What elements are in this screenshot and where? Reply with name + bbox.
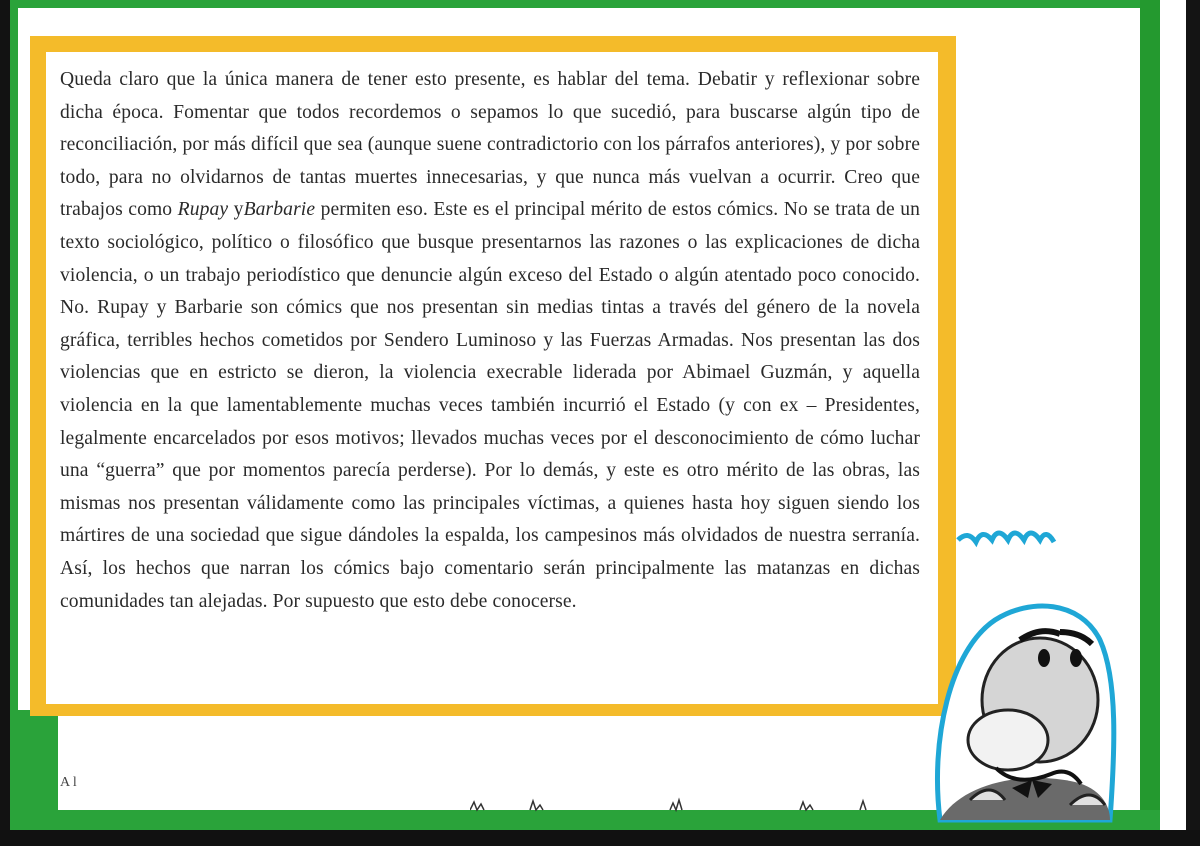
green-border-left: [10, 0, 18, 830]
title-barbarie: Barbarie: [243, 199, 316, 221]
green-border-corner: [18, 710, 58, 810]
green-border-top: [10, 0, 1140, 8]
grass-decoration: [470, 796, 890, 812]
margin-mark: A l: [60, 775, 77, 790]
paragraph-rest: permiten eso. Este es el principal mérito de estos cómics. No se trata de un texto sociológico, político o filosófico que busque presentarnos las razones o las explicaciones de dicha violencia, o un trabajo periodístico que denuncie algún exceso del Estado o algún atentado poco conocido. No. Rupay y Barbarie son cómics que nos presentan sin medias tintas a través del género de la novela gráfica, terribles hechos cometidos por Sendero Luminoso y las Fuerzas Armadas. Nos presentan las dos violencias que en estricto se dieron, la violencia execrable liderada por Abimael Guzmán, y aquella violencia en la que lamentablemente muchas veces también incurrió el Estado (y con ex – Presidentes, legalmente encarcelados por esos motivos; llevados muchas veces por el desconocimiento de cómo luchar una “guerra” que por momentos parecía perderse). Por lo demás, y este es otro mérito de las obras, las mismas nos presentan válidamente como las principales víctimas, a quienes hasta hoy siguen siendo los mártires de una sociedad que sigue dándoles la espalda, los campesinos más olvidados de nuestra serranía. Así, los hechos que narran los cómics bajo comentario serán principalmente las matanzas en dichas comunidades tan alejadas. Por supuesto que esto debe conocerse.: [60, 199, 920, 612]
cartoon-old-man-bowtie-icon: [900, 520, 1170, 830]
scan-edge-left: [0, 0, 10, 846]
paragraph-start: Queda claro que la única manera de tener esto presente, es hablar del tema. Debatir y reflexionar sobre dicha época. Fomentar que todos recordemos o sepamos lo que sucedió, para buscarse algún tipo de reconciliación, por más difícil que sea (aunque suene contradictorio con los párrafos anteriores), y por sobre todo, para no olvidarnos de tantas muertes innecesarias, y que nunca más vuelvan a ocurrir. Creo que trabajos como: [60, 69, 920, 221]
scan-edge-bottom: [0, 830, 1200, 846]
title-rupay: Rupay: [177, 199, 229, 221]
body-text: [60, 64, 920, 618]
scan-edge-right: [1186, 0, 1200, 846]
title-connector: y: [228, 199, 244, 221]
paragraph: [60, 64, 920, 618]
